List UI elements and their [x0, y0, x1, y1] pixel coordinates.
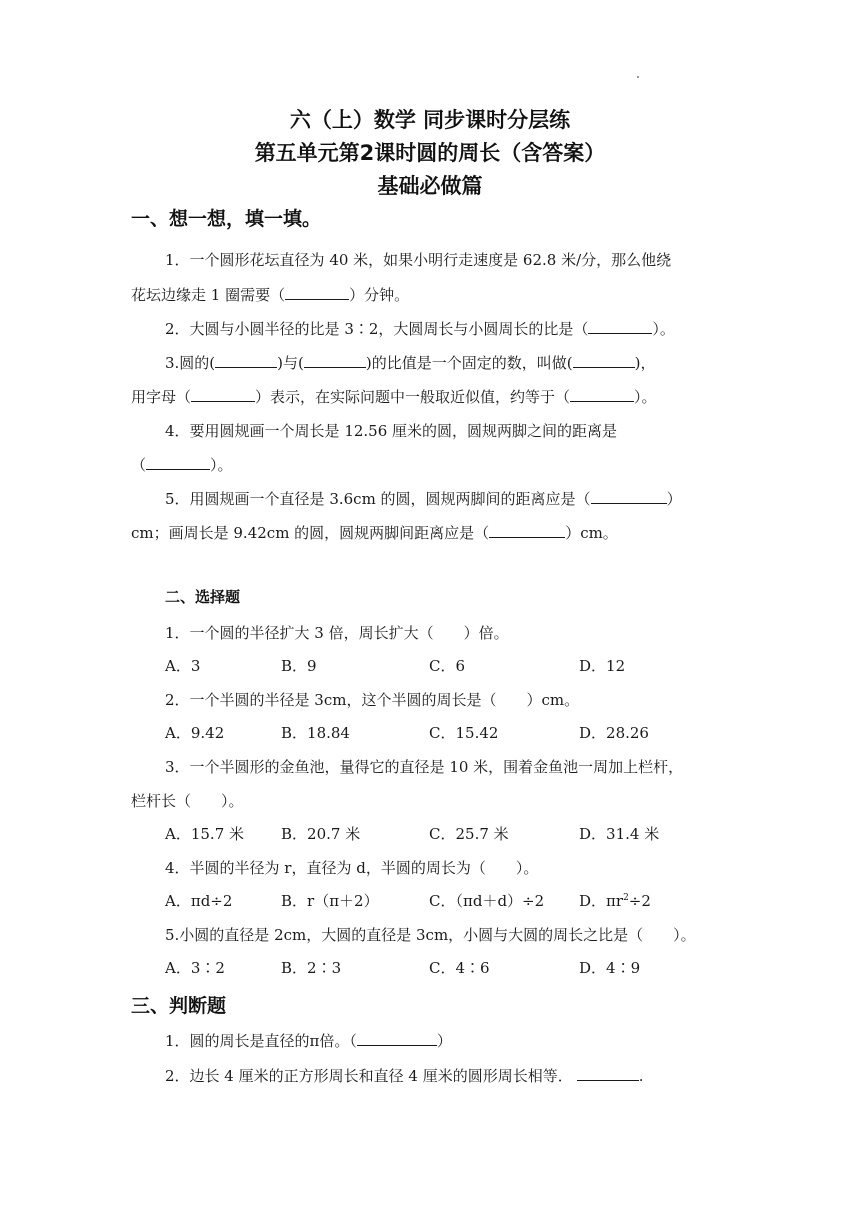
fill-q3-text-2: )与( — [277, 354, 304, 372]
choice-q1: 1．一个圆的半径扩大 3 倍，周长扩大（ ）倍。 — [165, 624, 509, 642]
choice-q2-option-d[interactable]: D．28.26 — [579, 724, 649, 742]
doc-title: 六（上）数学 同步课时分层练 — [289, 108, 571, 132]
choice-q3-option-c[interactable]: C．25.7 米 — [429, 825, 509, 843]
choice-q5-option-c[interactable]: C．4∶6 — [429, 959, 490, 977]
choice-q5-option-d[interactable]: D．4∶9 — [579, 959, 641, 977]
choice-q2-option-a[interactable]: A．9.42 — [165, 724, 225, 742]
fill-q3-line1 — [165, 352, 655, 373]
judge-q2-text: 2．边长 4 厘米的正方形周长和直径 4 厘米的圆形周长相等． — [165, 1067, 573, 1085]
judge-q2-blank[interactable] — [577, 1066, 639, 1081]
fill-q3-line2 — [131, 386, 657, 407]
fill-q5-text-4: ）cm。 — [565, 524, 618, 542]
choice-q4-option-b[interactable]: B．r（π＋2） — [281, 892, 379, 910]
fill-q1-line1: 1．一个圆形花坛直径为 40 米，如果小明行走速度是 62.8 米/分，那么他绕 — [165, 251, 672, 269]
choice-q1-option-b[interactable]: B．9 — [281, 657, 317, 675]
fill-q3-text-4: )， — [634, 354, 656, 372]
choice-q3-option-d[interactable]: D．31.4 米 — [579, 825, 660, 843]
fill-q5-blank-2[interactable] — [489, 523, 565, 538]
choice-q3-option-a[interactable]: A．15.7 米 — [165, 825, 244, 843]
fill-q3-blank-1[interactable] — [215, 353, 277, 368]
fill-q3-blank-4[interactable] — [191, 387, 255, 402]
fill-q3-text-7: ）。 — [634, 388, 657, 406]
choice-q5-option-b[interactable]: B．2∶3 — [281, 959, 342, 977]
fill-q3-blank-3[interactable] — [573, 353, 635, 368]
fill-q3-text-3: )的比值是一个固定的数，叫做( — [365, 354, 573, 372]
fill-q3-text-1: 3.圆的( — [165, 354, 216, 372]
judge-q1-text: 1．圆的周长是直径的π倍。（ — [165, 1032, 357, 1050]
fill-q2 — [165, 318, 675, 339]
choice-q3-line2: 栏杆长（ ）。 — [131, 792, 244, 810]
fill-q1-text-end: ）分钟。 — [349, 286, 410, 304]
judge-q2-text-end: . — [638, 1067, 644, 1085]
fill-q5-text-2: ） — [666, 490, 682, 508]
fill-q3-text-5: 用字母（ — [131, 388, 192, 406]
choice-q4-option-d-base: D．πr — [579, 892, 624, 910]
section1-heading: 一、想一想，填一填。 — [131, 208, 322, 230]
fill-q1-text: 花坛边缘走 1 圈需要（ — [131, 286, 286, 304]
fill-q2-blank[interactable] — [588, 319, 652, 334]
judge-q1-blank[interactable] — [357, 1031, 437, 1046]
fill-q4-line1: 4．要用圆规画一个周长是 12.56 厘米的圆，圆规两脚之间的距离是 — [165, 422, 618, 440]
fill-q1-line2 — [131, 284, 409, 305]
judge-q2 — [165, 1065, 644, 1086]
choice-q5: 5.小圆的直径是 2cm，大圆的直径是 3cm，小圆与大圆的周长之比是（ ）。 — [165, 926, 696, 944]
choice-q2-option-c[interactable]: C．15.42 — [429, 724, 499, 742]
fill-q5-blank-1[interactable] — [591, 489, 667, 504]
fill-q3-blank-5[interactable] — [570, 387, 634, 402]
fill-q3-text-6: ）表示，在实际问题中一般取近似值，约等于（ — [255, 388, 571, 406]
fill-q5-line1 — [165, 488, 682, 509]
choice-q5-option-a[interactable]: A．3∶2 — [165, 959, 225, 977]
section3-heading: 三、判断题 — [131, 995, 227, 1017]
choice-q2: 2．一个半圆的半径是 3cm，这个半圆的周长是（ ）cm。 — [165, 691, 580, 709]
fill-q4-text: （ — [131, 456, 147, 474]
choice-q4: 4．半圆的半径为 r，直径为 d，半圆的周长为（ ）。 — [165, 859, 539, 877]
choice-q4-option-d-rest: ÷2 — [628, 892, 651, 910]
fill-q2-text-end: ）。 — [652, 320, 675, 338]
section2-heading: 二、选择题 — [165, 588, 241, 606]
fill-q3-blank-2[interactable] — [304, 353, 366, 368]
judge-q1 — [165, 1030, 452, 1051]
choice-q1-option-a[interactable]: A．3 — [165, 657, 201, 675]
fill-q4-text-end: ）。 — [210, 456, 233, 474]
choice-q1-option-d[interactable]: D．12 — [579, 657, 626, 675]
doc-subtitle: 第五单元第2课时圆的周长（含答案） — [254, 141, 606, 165]
fill-q5-line2 — [131, 522, 618, 543]
doc-section-title: 基础必做篇 — [377, 174, 483, 198]
choice-q3-option-b[interactable]: B．20.7 米 — [281, 825, 361, 843]
judge-q1-text-end: ） — [436, 1032, 452, 1050]
page-mark — [637, 76, 639, 78]
choice-q4-option-d[interactable] — [579, 890, 651, 911]
fill-q4-line2 — [131, 454, 233, 475]
choice-q2-option-b[interactable]: B．18.84 — [281, 724, 350, 742]
fill-q2-text: 2．大圆与小圆半径的比是 3∶2，大圆周长与小圆周长的比是（ — [165, 320, 589, 338]
choice-q4-option-c[interactable]: C．（πd＋d）÷2 — [429, 892, 545, 910]
fill-q5-text-3: cm；画周长是 9.42cm 的圆，圆规两脚间距离应是（ — [131, 524, 490, 542]
fill-q4-blank[interactable] — [146, 455, 210, 470]
choice-q4-option-d-exponent: 2 — [623, 893, 629, 903]
fill-q5-text-1: 5．用圆规画一个直径是 3.6cm 的圆，圆规两脚间的距离应是（ — [165, 490, 591, 508]
choice-q4-option-a[interactable]: A．πd÷2 — [165, 892, 233, 910]
choice-q3-line1: 3．一个半圆形的金鱼池，量得它的直径是 10 米，围着金鱼池一周加上栏杆， — [165, 758, 684, 776]
fill-q1-blank[interactable] — [285, 285, 349, 300]
choice-q1-option-c[interactable]: C．6 — [429, 657, 466, 675]
